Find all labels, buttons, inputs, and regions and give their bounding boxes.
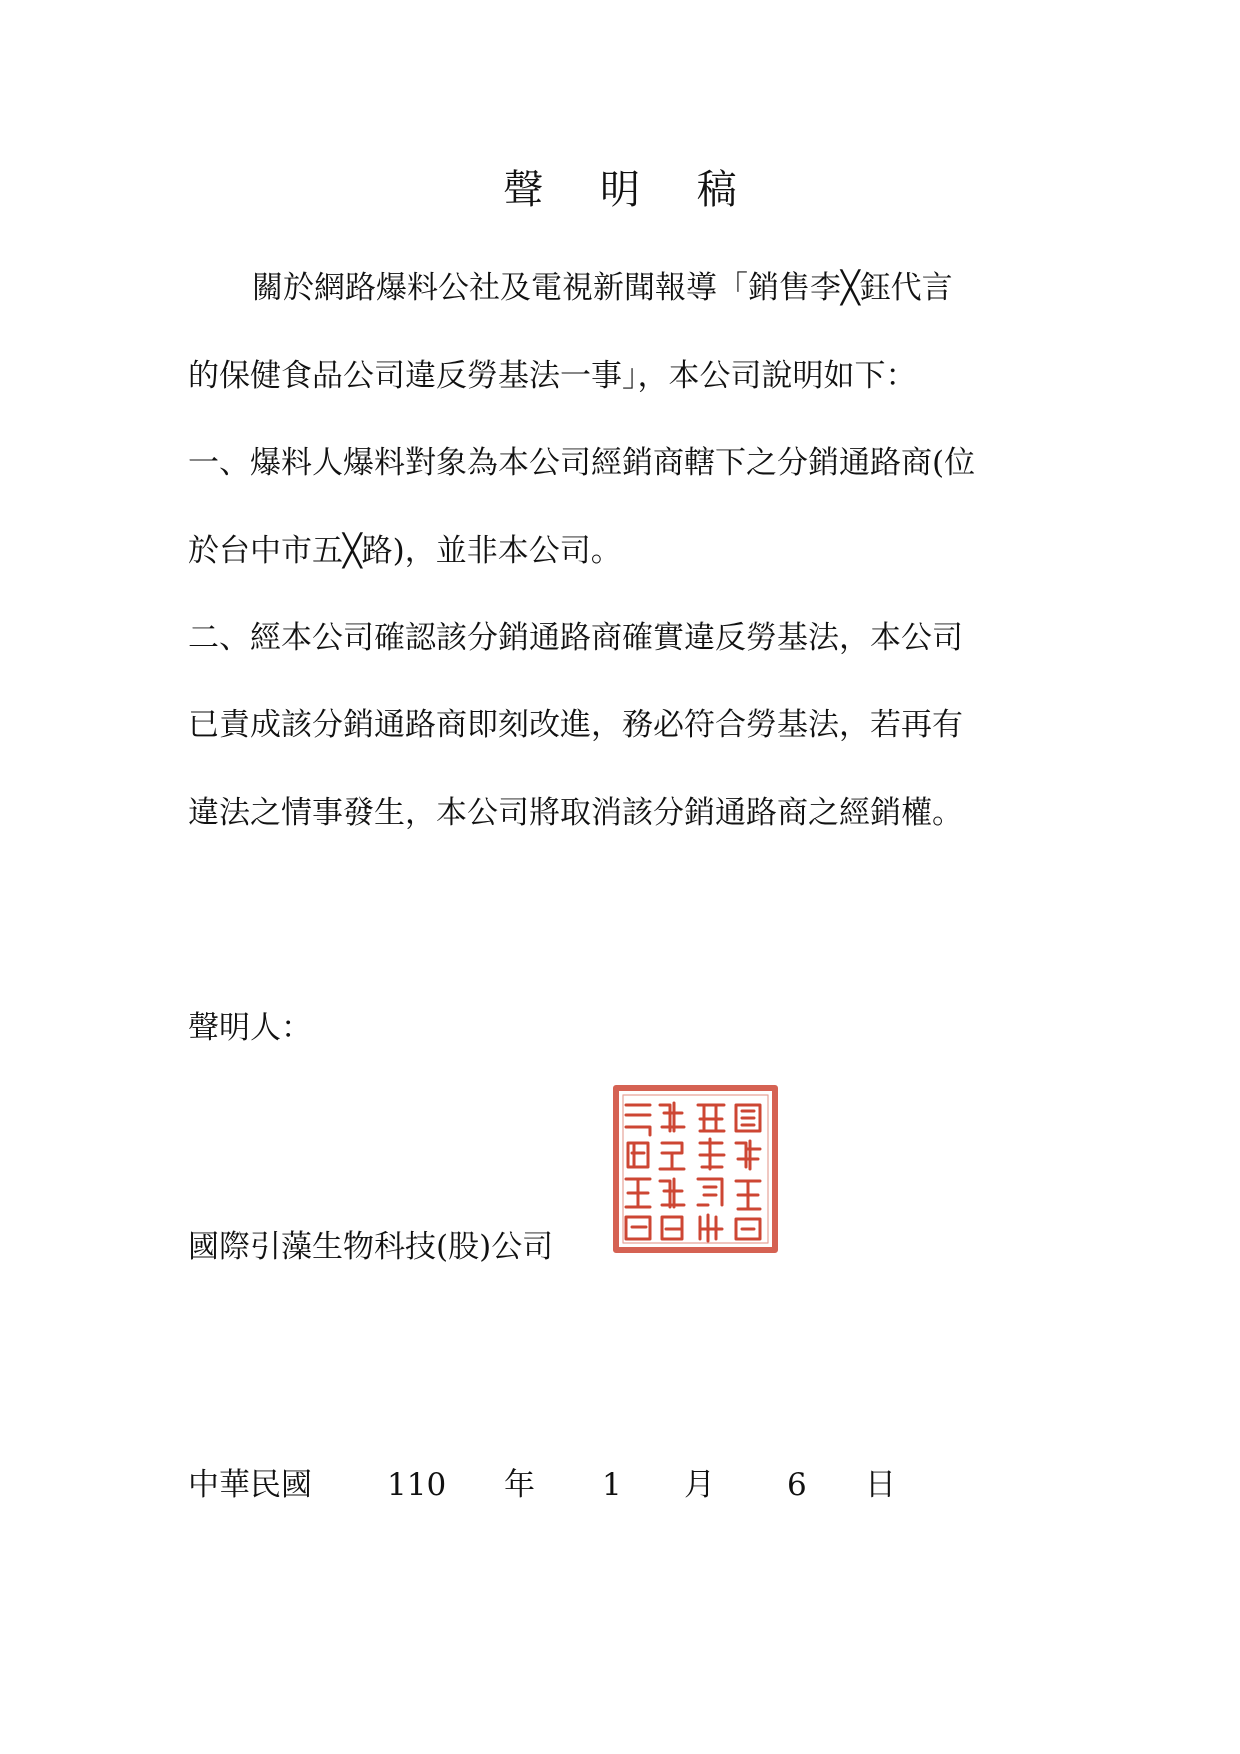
document-title: 聲 明 稿	[503, 167, 759, 213]
body-line-2: 的保健食品公司違反勞基法一事」，本公司說明如下：	[188, 358, 917, 394]
body-line-1: 關於網路爆料公社及電視新聞報導「銷售李╳鈺代言	[252, 270, 953, 306]
body-line-5: 二、經本公司確認該分銷通路商確實違反勞基法，本公司	[188, 620, 963, 656]
company-seal-stamp	[612, 1083, 780, 1255]
declarant-label: 聲明人：	[188, 1010, 312, 1046]
date-day-label: 日	[865, 1467, 896, 1503]
date-year: 110	[387, 1467, 447, 1503]
company-name: 國際引藻生物科技(股)公司	[188, 1229, 554, 1265]
date-month: 1	[602, 1467, 622, 1503]
date-month-label: 月	[684, 1467, 715, 1503]
body-line-6: 已責成該分銷通路商即刻改進，務必符合勞基法，若再有	[188, 707, 963, 743]
date-era: 中華民國	[188, 1467, 312, 1503]
date-year-label: 年	[504, 1467, 535, 1503]
date-day: 6	[787, 1467, 807, 1503]
body-line-7: 違法之情事發生，本公司將取消該分銷通路商之經銷權。	[188, 795, 963, 831]
body-line-3: 一、爆料人爆料對象為本公司經銷商轄下之分銷通路商(位	[188, 445, 976, 481]
body-line-4: 於台中市五╳路)，並非本公司。	[188, 533, 622, 569]
